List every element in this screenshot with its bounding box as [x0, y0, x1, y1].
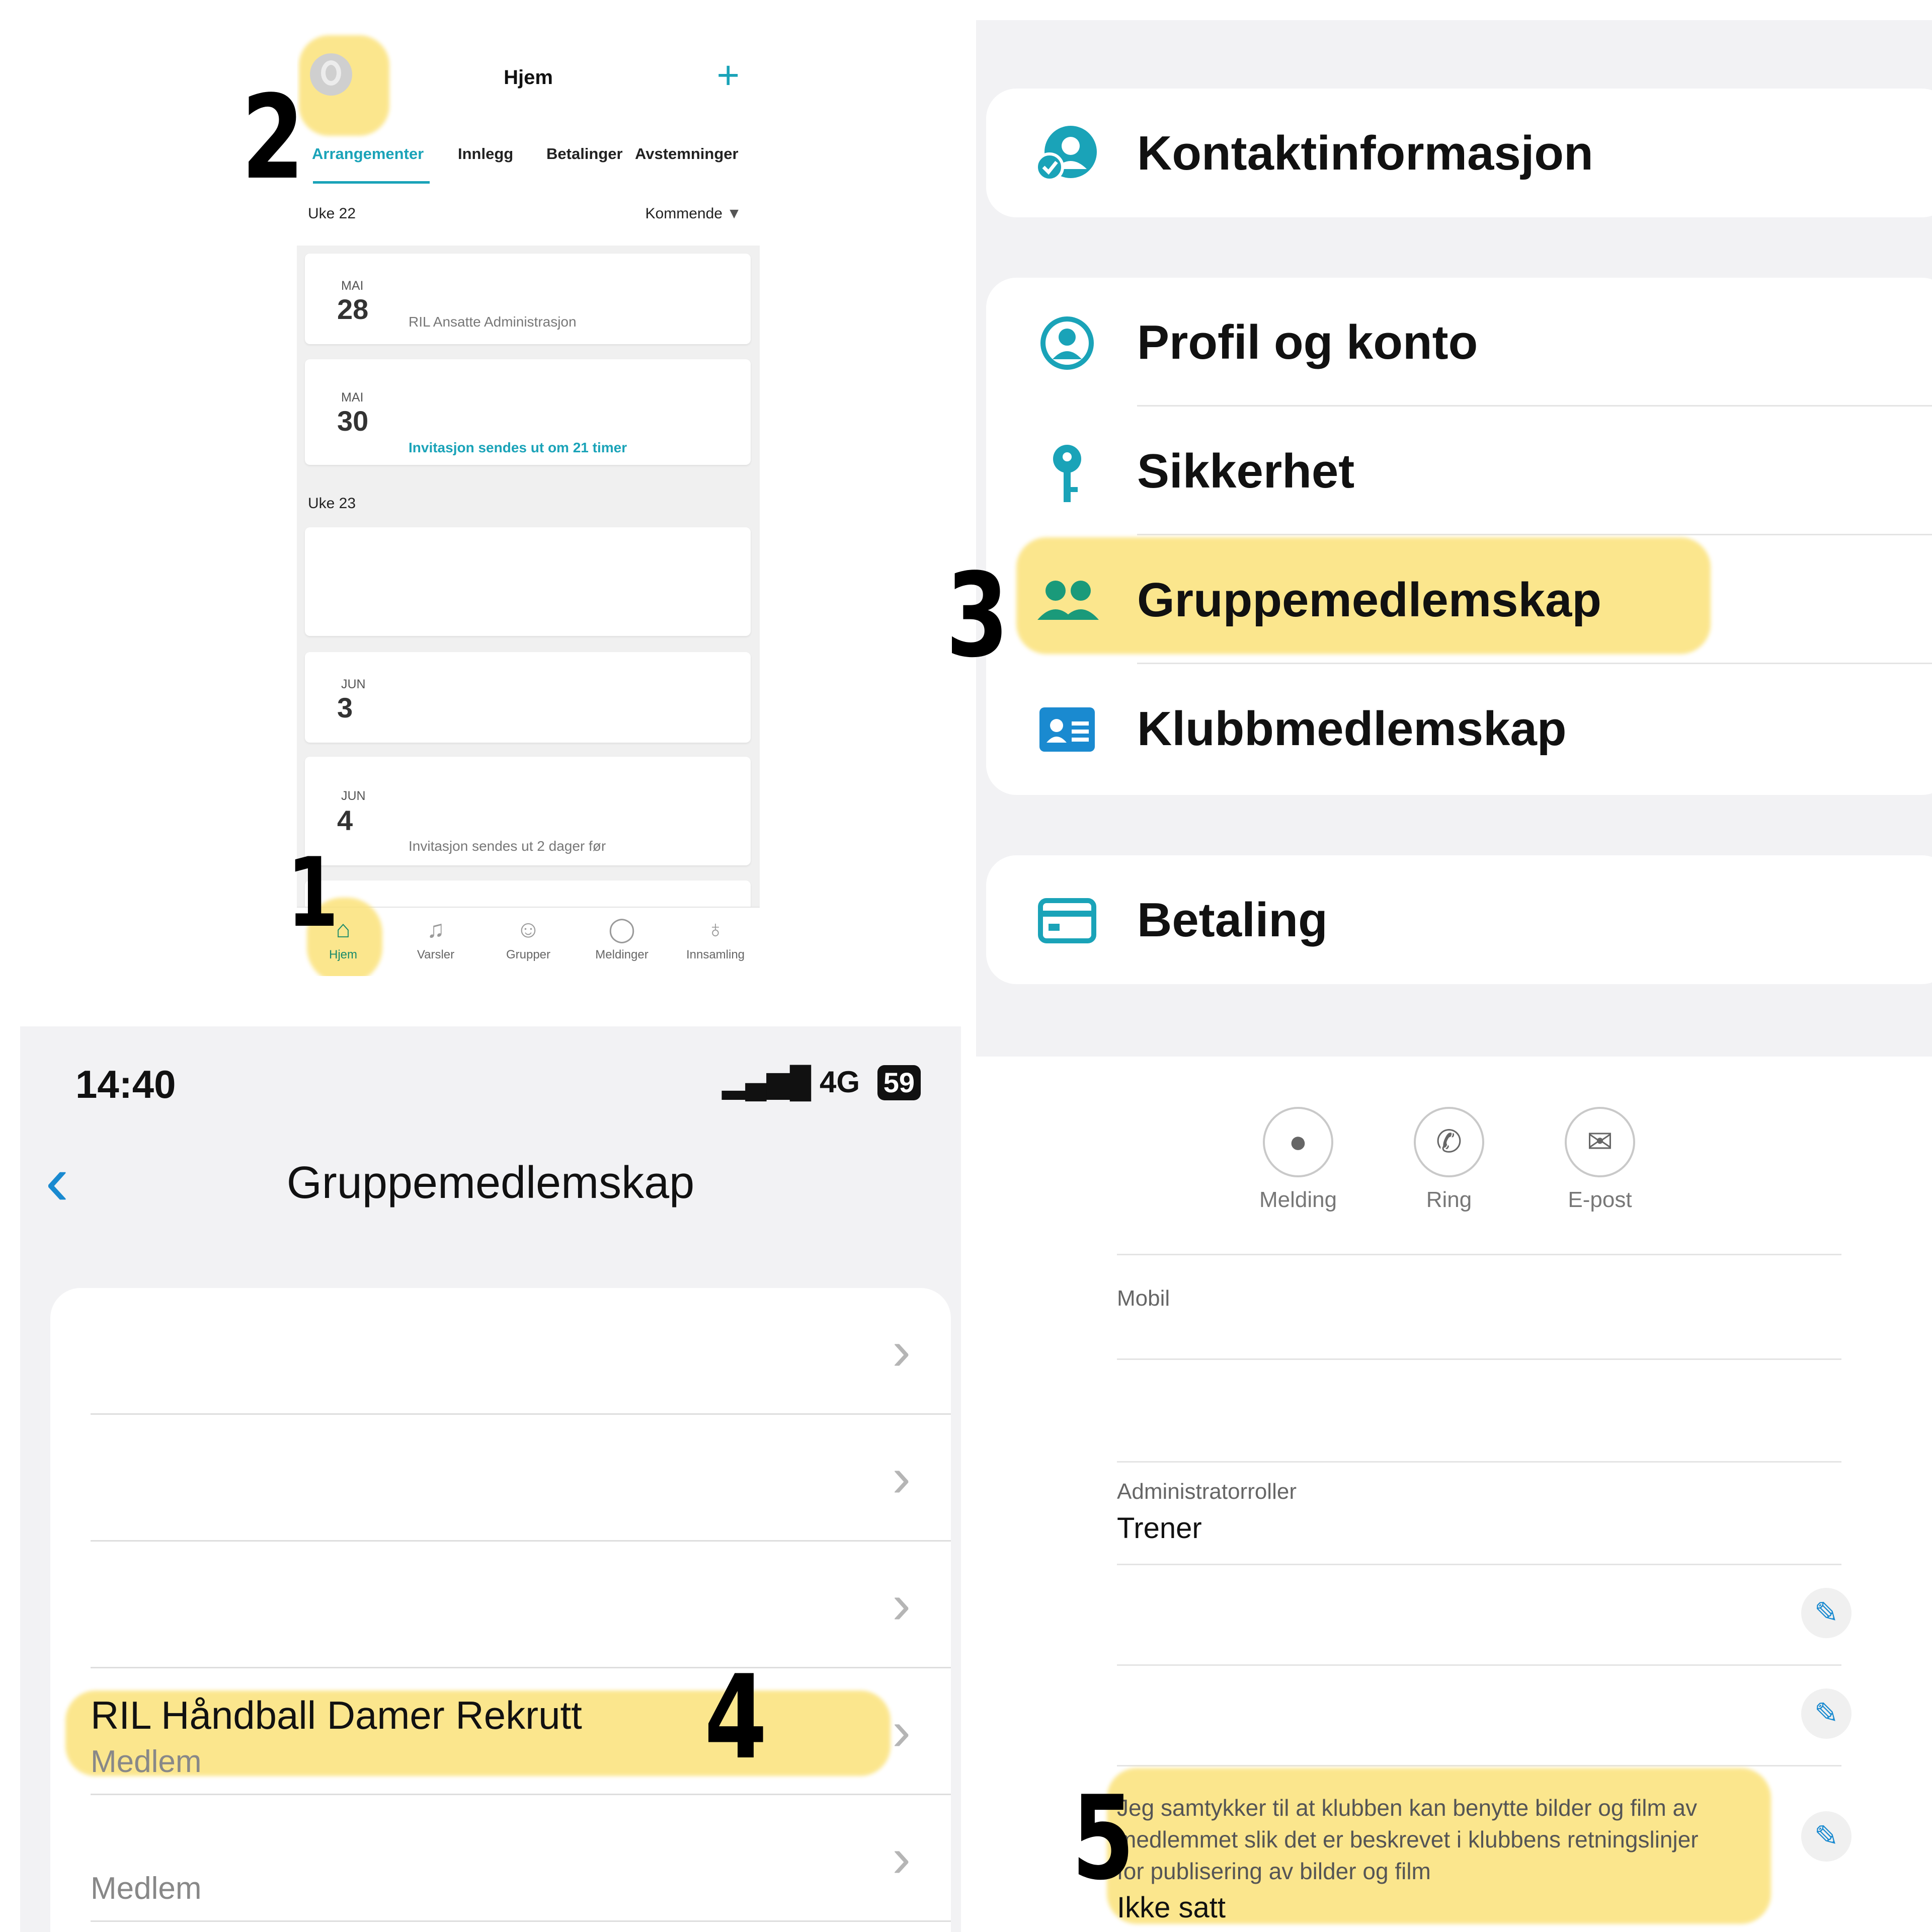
settings-item-sikkerhet[interactable] [986, 407, 1932, 535]
settings-screen [976, 20, 1932, 1072]
settings-item-klubbmedlemskap[interactable] [986, 664, 1932, 793]
field-value: Trener [1117, 1512, 1202, 1545]
credit-card-icon [1034, 891, 1100, 951]
list-item[interactable] [50, 1288, 951, 1415]
event-card[interactable] [305, 652, 751, 743]
redacted-field [1117, 1358, 1841, 1463]
consent-value: Ikke satt [1117, 1891, 1226, 1924]
event-month: MAI [341, 390, 364, 405]
call-action[interactable] [1384, 1107, 1514, 1213]
settings-item-profil-og-konto[interactable] [986, 278, 1932, 407]
settings-item-kontaktinformasjon[interactable] [986, 89, 1932, 217]
nav-varsler[interactable] [395, 916, 476, 962]
tab-avstemninger[interactable]: Avstemninger [635, 145, 739, 163]
admin-roles-field [1117, 1461, 1841, 1565]
settings-item-label: Gruppemedlemskap [1137, 573, 1601, 627]
membership-list [50, 1288, 951, 1932]
group-role: Medlem [91, 1871, 202, 1906]
action-label: Melding [1259, 1187, 1337, 1212]
event-subtitle: Invitasjon sendes ut om 21 timer [409, 440, 627, 455]
nav-label: Grupper [506, 948, 551, 961]
groups-icon: ☺ [516, 916, 541, 943]
settings-item-label: Betaling [1137, 893, 1328, 947]
settings-group [986, 278, 1932, 795]
caret-down-icon: ▼ [727, 205, 742, 222]
signal-icon: ▂▄▆█ [722, 1065, 812, 1099]
status-time: 14:40 [75, 1062, 176, 1106]
member-card-icon [1034, 699, 1100, 760]
page-title: Hjem [504, 66, 553, 89]
nav-label: Varsler [417, 948, 455, 961]
nav-label: Meldinger [595, 948, 649, 961]
photo-consent-field [1117, 1765, 1841, 1931]
page-title: Gruppemedlemskap [286, 1158, 695, 1208]
active-tab-indicator [313, 181, 430, 184]
mobile-field [1117, 1268, 1841, 1360]
home-icon: ⌂ [336, 916, 351, 943]
piggy-bank-icon: ♁ [706, 916, 725, 943]
editable-field [1117, 1664, 1841, 1766]
step-number: 2 [242, 71, 304, 205]
step-number: 4 [704, 1651, 767, 1785]
event-month: JUN [341, 677, 366, 691]
sort-label: Kommende [645, 205, 722, 222]
message-action[interactable] [1233, 1107, 1363, 1213]
chat-bubble-icon: ● [1263, 1107, 1333, 1177]
contact-check-icon [1034, 124, 1100, 184]
field-label: Mobil [1117, 1286, 1170, 1311]
group-name: RIL Håndball Damer Rekrutt [91, 1693, 582, 1737]
settings-item-label: Sikkerhet [1137, 444, 1355, 498]
chevron-right-icon: › [892, 1827, 911, 1889]
event-day: 3 [337, 692, 353, 723]
week-label: Uke 22 [308, 205, 356, 222]
list-item[interactable] [50, 1415, 951, 1542]
settings-item-gruppemedlemskap[interactable] [986, 535, 1932, 664]
tab-arrangementer[interactable]: Arrangementer [312, 145, 424, 163]
consent-text: Jeg samtykker til at klubben kan benytte bilder og film av medlemmet slik det er beskrevet i klubbens retningslinjer for publisering av bilder og film [1117, 1795, 1699, 1884]
tab-innlegg[interactable]: Innlegg [458, 145, 514, 163]
nav-meldinger[interactable] [582, 916, 662, 962]
event-month: MAI [341, 279, 364, 293]
list-item[interactable] [50, 1542, 951, 1668]
chevron-right-icon: › [892, 1446, 911, 1508]
settings-item-label: Kontaktinformasjon [1137, 126, 1593, 180]
key-icon [1034, 442, 1100, 502]
bottom-nav [297, 907, 760, 976]
action-label: E-post [1568, 1187, 1632, 1212]
network-type: 4G [819, 1065, 860, 1099]
group-membership-screen [20, 1026, 961, 1932]
event-day: 28 [337, 293, 369, 325]
settings-item-label: Profil og konto [1137, 315, 1478, 369]
battery-level: 59 [877, 1065, 921, 1100]
event-subtitle: RIL Ansatte Administrasjon [409, 314, 577, 330]
nav-grupper[interactable] [488, 916, 569, 962]
back-chevron-icon[interactable]: ‹ [45, 1141, 69, 1220]
group-role: Medlem [91, 1744, 202, 1779]
nav-label: Hjem [329, 948, 357, 961]
settings-item-label: Klubbmedlemskap [1137, 702, 1567, 756]
chat-icon: ◯ [608, 916, 635, 943]
event-card[interactable] [305, 757, 751, 865]
field-label: Administratorroller [1117, 1479, 1297, 1504]
email-action[interactable] [1535, 1107, 1665, 1213]
divider [1117, 1253, 1841, 1255]
list-item-ril-handball-damer-rekrutt[interactable] [50, 1668, 951, 1795]
event-card[interactable] [305, 254, 751, 344]
step-number: 5 [1072, 1772, 1135, 1906]
event-subtitle: Invitasjon sendes ut 2 dager før [409, 838, 606, 854]
profile-icon [1034, 313, 1100, 373]
tab-bar [297, 145, 760, 185]
phone-icon: ✆ [1414, 1107, 1484, 1177]
plus-icon[interactable]: + [716, 53, 740, 97]
settings-group [986, 855, 1932, 984]
home-screen [297, 20, 760, 976]
step-number: 1 [287, 837, 339, 948]
event-month: JUN [341, 789, 366, 803]
week-label: Uke 23 [308, 495, 356, 512]
pencil-icon[interactable]: ✎ [1801, 1588, 1852, 1638]
chevron-right-icon: › [892, 1320, 911, 1382]
bell-icon: ♫ [427, 916, 445, 943]
event-day: 4 [337, 804, 353, 836]
pencil-icon[interactable]: ✎ [1801, 1811, 1852, 1862]
list-item[interactable] [50, 1795, 951, 1922]
event-list [297, 246, 760, 940]
nav-innsamling[interactable] [675, 916, 756, 962]
chevron-right-icon: › [892, 1573, 911, 1635]
settings-group [986, 89, 1932, 217]
chevron-right-icon: › [892, 1700, 911, 1762]
group-icon [1034, 571, 1100, 631]
nav-label: Innsamling [686, 948, 745, 961]
settings-item-betaling[interactable] [986, 855, 1932, 984]
pencil-icon[interactable]: ✎ [1801, 1688, 1852, 1739]
divider [91, 1920, 951, 1922]
envelope-icon: ✉ [1565, 1107, 1635, 1177]
sort-dropdown[interactable] [646, 205, 742, 222]
editable-field [1117, 1564, 1841, 1666]
tab-betalinger[interactable]: Betalinger [546, 145, 623, 163]
event-day: 30 [337, 405, 369, 437]
event-card[interactable] [305, 359, 751, 465]
status-bar [722, 1065, 921, 1100]
step-number: 3 [946, 549, 1009, 683]
action-label: Ring [1426, 1187, 1472, 1212]
event-card[interactable] [305, 527, 751, 636]
